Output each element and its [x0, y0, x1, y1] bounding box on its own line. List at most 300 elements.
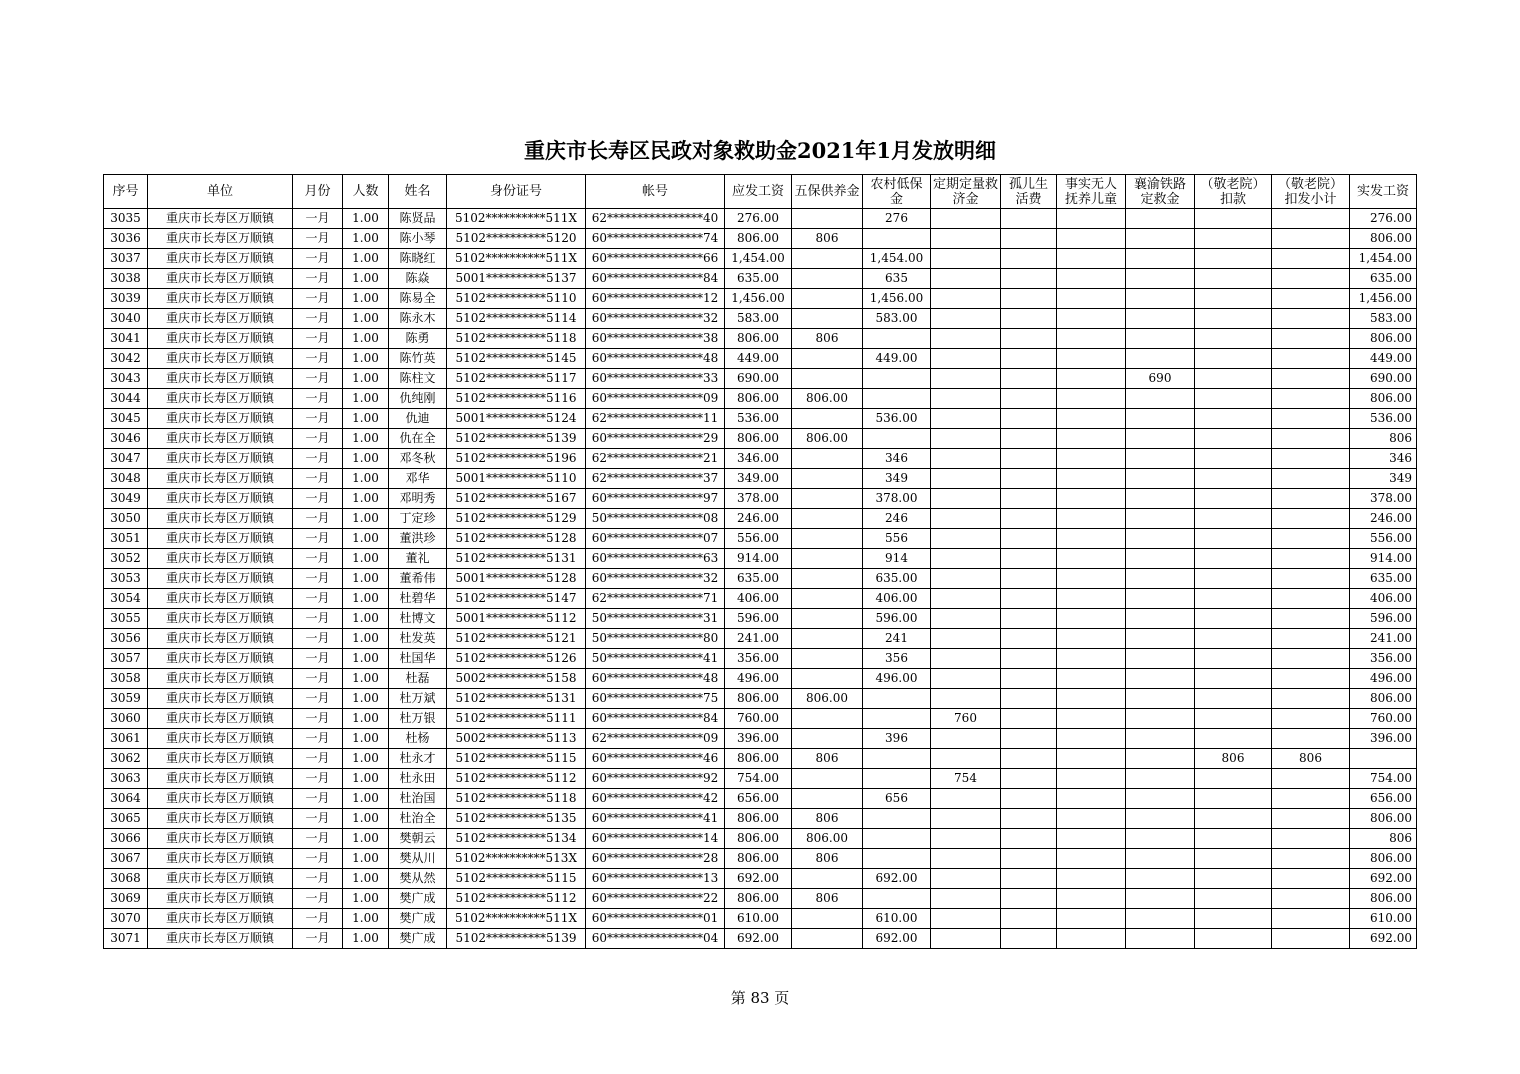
table-cell: 一月: [293, 929, 343, 949]
table-cell: 806.00: [1350, 229, 1417, 249]
table-cell: 重庆市长寿区万顺镇: [148, 569, 293, 589]
table-cell: [1272, 549, 1350, 569]
table-row: [104, 569, 1417, 589]
table-row: [104, 229, 1417, 249]
table-cell: 董洪珍: [389, 529, 447, 549]
table-cell: [792, 349, 863, 369]
table-cell: [792, 569, 863, 589]
table-cell: [1126, 209, 1195, 229]
table-cell: 5102**********5117: [447, 369, 586, 389]
table-cell: [1195, 369, 1272, 389]
table-cell: 5102**********5139: [447, 429, 586, 449]
table-cell: [931, 929, 1001, 949]
table-cell: 重庆市长寿区万顺镇: [148, 909, 293, 929]
table-cell: 3037: [104, 249, 148, 269]
table-row: [104, 609, 1417, 629]
table-cell: 杜磊: [389, 669, 447, 689]
table-cell: [792, 309, 863, 329]
table-cell: 樊广成: [389, 909, 447, 929]
table-cell: [1272, 569, 1350, 589]
table-row: [104, 649, 1417, 669]
column-header: 孤儿生活费: [1001, 175, 1057, 209]
table-cell: 60****************32: [586, 569, 725, 589]
table-cell: 1.00: [343, 849, 389, 869]
table-cell: [1195, 609, 1272, 629]
table-cell: [1126, 389, 1195, 409]
table-cell: [1126, 249, 1195, 269]
table-cell: [931, 229, 1001, 249]
table-cell: [1195, 769, 1272, 789]
table-cell: 一月: [293, 789, 343, 809]
table-cell: 重庆市长寿区万顺镇: [148, 629, 293, 649]
table-cell: 重庆市长寿区万顺镇: [148, 869, 293, 889]
table-cell: 806.00: [725, 689, 792, 709]
table-cell: 陈柱文: [389, 369, 447, 389]
table-cell: 一月: [293, 369, 343, 389]
table-cell: 635.00: [725, 269, 792, 289]
table-cell: [1001, 229, 1057, 249]
table-cell: [863, 829, 931, 849]
table-cell: 635.00: [863, 569, 931, 589]
table-cell: [792, 409, 863, 429]
table-cell: [1195, 209, 1272, 229]
table-cell: 1.00: [343, 509, 389, 529]
table-cell: [1272, 909, 1350, 929]
table-cell: 重庆市长寿区万顺镇: [148, 829, 293, 849]
table-cell: 5001**********5110: [447, 469, 586, 489]
table-cell: 449.00: [725, 349, 792, 369]
table-cell: [1126, 349, 1195, 369]
table-cell: [1272, 929, 1350, 949]
table-cell: 重庆市长寿区万顺镇: [148, 529, 293, 549]
table-row: [104, 509, 1417, 529]
table-cell: [1195, 829, 1272, 849]
table-cell: 重庆市长寿区万顺镇: [148, 549, 293, 569]
table-cell: 1.00: [343, 909, 389, 929]
table-cell: 一月: [293, 829, 343, 849]
column-header: 帐号: [586, 175, 725, 209]
table-cell: 5102**********5131: [447, 549, 586, 569]
table-cell: [792, 709, 863, 729]
table-cell: [1195, 909, 1272, 929]
table-cell: 806: [792, 849, 863, 869]
table-cell: [792, 509, 863, 529]
table-cell: 5102**********5134: [447, 829, 586, 849]
table-row: [104, 849, 1417, 869]
column-header: 姓名: [389, 175, 447, 209]
table-cell: [1126, 289, 1195, 309]
table-cell: 一月: [293, 529, 343, 549]
table-cell: [931, 209, 1001, 229]
table-cell: [1126, 869, 1195, 889]
table-cell: 杜治国: [389, 789, 447, 809]
table-cell: [1057, 909, 1126, 929]
table-cell: [1272, 869, 1350, 889]
table-cell: 914: [863, 549, 931, 569]
table-cell: 一月: [293, 269, 343, 289]
table-cell: 60****************33: [586, 369, 725, 389]
table-cell: 635.00: [1350, 569, 1417, 589]
table-cell: 754.00: [725, 769, 792, 789]
table-cell: 邓华: [389, 469, 447, 489]
table-cell: 5102**********511X: [447, 249, 586, 269]
table-cell: [792, 269, 863, 289]
table-cell: 656.00: [1350, 789, 1417, 809]
table-cell: 60****************14: [586, 829, 725, 849]
table-cell: [1126, 309, 1195, 329]
table-cell: 5102**********5126: [447, 649, 586, 669]
column-header: 农村低保金: [863, 175, 931, 209]
table-cell: [1272, 829, 1350, 849]
table-cell: 3068: [104, 869, 148, 889]
table-cell: 5102**********5114: [447, 309, 586, 329]
table-cell: 5001**********5112: [447, 609, 586, 629]
table-cell: 1.00: [343, 409, 389, 429]
table-cell: [931, 509, 1001, 529]
table-cell: 3049: [104, 489, 148, 509]
table-cell: [863, 889, 931, 909]
table-cell: [792, 209, 863, 229]
table-cell: [1272, 309, 1350, 329]
table-cell: 一月: [293, 389, 343, 409]
table-cell: 樊从川: [389, 849, 447, 869]
table-cell: 583.00: [725, 309, 792, 329]
table-row: [104, 629, 1417, 649]
table-cell: [792, 609, 863, 629]
table-cell: 806.00: [792, 829, 863, 849]
table-row: [104, 529, 1417, 549]
table-cell: [1001, 389, 1057, 409]
table-cell: [1001, 869, 1057, 889]
table-cell: [863, 369, 931, 389]
table-cell: 一月: [293, 709, 343, 729]
table-cell: 3048: [104, 469, 148, 489]
table-header-row: [104, 175, 1417, 209]
table-cell: [1126, 929, 1195, 949]
table-cell: [931, 389, 1001, 409]
table-cell: 60****************29: [586, 429, 725, 449]
column-header: 应发工资: [725, 175, 792, 209]
table-cell: 3035: [104, 209, 148, 229]
table-cell: [1272, 629, 1350, 649]
table-cell: [792, 629, 863, 649]
table-cell: 陈竹英: [389, 349, 447, 369]
table-cell: 一月: [293, 589, 343, 609]
table-cell: 449.00: [1350, 349, 1417, 369]
table-cell: 一月: [293, 309, 343, 329]
table-cell: 仇纯刚: [389, 389, 447, 409]
table-cell: 陈小琴: [389, 229, 447, 249]
table-cell: [931, 729, 1001, 749]
table-cell: [863, 329, 931, 349]
table-cell: [1057, 869, 1126, 889]
table-cell: 重庆市长寿区万顺镇: [148, 889, 293, 909]
table-cell: [1195, 269, 1272, 289]
table-cell: 60****************97: [586, 489, 725, 509]
table-cell: [1195, 489, 1272, 509]
table-row: [104, 549, 1417, 569]
table-cell: [1272, 449, 1350, 469]
table-cell: 董希伟: [389, 569, 447, 589]
table-cell: [1001, 749, 1057, 769]
table-cell: 重庆市长寿区万顺镇: [148, 849, 293, 869]
table-cell: 一月: [293, 349, 343, 369]
table-cell: [1272, 529, 1350, 549]
table-body: [104, 209, 1417, 949]
table-cell: [931, 649, 1001, 669]
table-cell: 692.00: [863, 869, 931, 889]
table-cell: 356.00: [1350, 649, 1417, 669]
table-cell: [931, 889, 1001, 909]
table-cell: [1057, 269, 1126, 289]
table-cell: [1195, 229, 1272, 249]
table-cell: [931, 829, 1001, 849]
table-cell: [863, 769, 931, 789]
table-row: [104, 789, 1417, 809]
table-cell: 5102**********5128: [447, 529, 586, 549]
table-cell: 陈贤品: [389, 209, 447, 229]
table-cell: 635: [863, 269, 931, 289]
table-cell: 378.00: [1350, 489, 1417, 509]
table-cell: 806.00: [725, 229, 792, 249]
table-cell: [1001, 469, 1057, 489]
table-cell: 806.00: [725, 829, 792, 849]
table-cell: 536.00: [1350, 409, 1417, 429]
table-row: [104, 409, 1417, 429]
table-cell: 60****************48: [586, 669, 725, 689]
table-cell: 1.00: [343, 809, 389, 829]
table-cell: [1272, 649, 1350, 669]
table-cell: 806.00: [792, 429, 863, 449]
table-cell: 596.00: [1350, 609, 1417, 629]
table-row: [104, 929, 1417, 949]
table-cell: [1057, 589, 1126, 609]
table-cell: 1.00: [343, 329, 389, 349]
table-cell: [1126, 889, 1195, 909]
table-cell: [1195, 889, 1272, 909]
table-cell: 914.00: [1350, 549, 1417, 569]
table-cell: [931, 429, 1001, 449]
table-cell: 一月: [293, 469, 343, 489]
table-cell: [1057, 809, 1126, 829]
table-cell: 重庆市长寿区万顺镇: [148, 649, 293, 669]
table-cell: [1057, 509, 1126, 529]
table-cell: 610.00: [1350, 909, 1417, 929]
table-cell: 陈永木: [389, 309, 447, 329]
table-cell: [1126, 709, 1195, 729]
table-cell: [1272, 289, 1350, 309]
table-cell: 一月: [293, 769, 343, 789]
table-cell: [1057, 849, 1126, 869]
table-cell: 1.00: [343, 249, 389, 269]
table-cell: [1126, 789, 1195, 809]
table-cell: [863, 849, 931, 869]
table-cell: [931, 749, 1001, 769]
table-cell: 60****************04: [586, 929, 725, 949]
table-cell: 陈晓红: [389, 249, 447, 269]
table-cell: [1001, 849, 1057, 869]
table-cell: [1057, 389, 1126, 409]
table-cell: [1195, 409, 1272, 429]
table-cell: 596.00: [863, 609, 931, 629]
table-cell: [1057, 329, 1126, 349]
table-cell: 3045: [104, 409, 148, 429]
table-cell: 62****************40: [586, 209, 725, 229]
table-row: [104, 909, 1417, 929]
table-cell: [1057, 309, 1126, 329]
table-cell: 一月: [293, 229, 343, 249]
table-cell: 樊从然: [389, 869, 447, 889]
table-cell: 596.00: [725, 609, 792, 629]
table-row: [104, 249, 1417, 269]
table-cell: 378.00: [725, 489, 792, 509]
table-cell: 50****************80: [586, 629, 725, 649]
table-cell: 1.00: [343, 669, 389, 689]
table-cell: 449.00: [863, 349, 931, 369]
table-cell: 仇迪: [389, 409, 447, 429]
table-cell: [1001, 769, 1057, 789]
table-cell: 60****************75: [586, 689, 725, 709]
table-cell: [1001, 409, 1057, 429]
table-cell: 60****************84: [586, 269, 725, 289]
table-cell: 1.00: [343, 429, 389, 449]
table-cell: 241.00: [725, 629, 792, 649]
table-cell: [1057, 829, 1126, 849]
table-cell: [1001, 589, 1057, 609]
table-cell: [931, 609, 1001, 629]
table-cell: 5102**********5116: [447, 389, 586, 409]
table-cell: 60****************84: [586, 709, 725, 729]
table-cell: 重庆市长寿区万顺镇: [148, 689, 293, 709]
table-cell: 重庆市长寿区万顺镇: [148, 489, 293, 509]
table-cell: [931, 549, 1001, 569]
table-cell: [1001, 689, 1057, 709]
table-cell: 246.00: [725, 509, 792, 529]
table-cell: 5102**********5112: [447, 889, 586, 909]
table-row: [104, 489, 1417, 509]
table-cell: [1272, 349, 1350, 369]
table-cell: 3058: [104, 669, 148, 689]
table-cell: [1126, 429, 1195, 449]
table-cell: [1195, 329, 1272, 349]
table-cell: [1126, 609, 1195, 629]
table-cell: 杜杨: [389, 729, 447, 749]
table-cell: 3036: [104, 229, 148, 249]
table-cell: [1001, 529, 1057, 549]
table-cell: [1272, 209, 1350, 229]
column-header: 人数: [343, 175, 389, 209]
table-cell: 杜永才: [389, 749, 447, 769]
table-cell: [931, 489, 1001, 509]
table-cell: 重庆市长寿区万顺镇: [148, 429, 293, 449]
table-cell: [792, 549, 863, 569]
column-header: 事实无人抚养儿童: [1057, 175, 1126, 209]
table-cell: 重庆市长寿区万顺镇: [148, 389, 293, 409]
table-cell: [863, 809, 931, 829]
table-cell: 3051: [104, 529, 148, 549]
table-cell: 3069: [104, 889, 148, 909]
table-cell: [863, 429, 931, 449]
table-cell: 5102**********5129: [447, 509, 586, 529]
table-cell: 一月: [293, 209, 343, 229]
table-cell: 一月: [293, 729, 343, 749]
table-cell: [1195, 509, 1272, 529]
table-cell: 60****************32: [586, 309, 725, 329]
table-cell: [1126, 809, 1195, 829]
table-cell: 1.00: [343, 649, 389, 669]
table-cell: 重庆市长寿区万顺镇: [148, 789, 293, 809]
table-row: [104, 829, 1417, 849]
table-row: [104, 869, 1417, 889]
table-cell: 重庆市长寿区万顺镇: [148, 409, 293, 429]
table-cell: 406.00: [1350, 589, 1417, 609]
table-cell: 241: [863, 629, 931, 649]
table-cell: 5102**********5131: [447, 689, 586, 709]
table-cell: [1001, 429, 1057, 449]
table-cell: [1001, 489, 1057, 509]
table-cell: [1126, 409, 1195, 429]
table-cell: 806.00: [1350, 389, 1417, 409]
column-header: 身份证号: [447, 175, 586, 209]
table-cell: 1.00: [343, 769, 389, 789]
table-cell: [1057, 569, 1126, 589]
table-cell: 60****************01: [586, 909, 725, 929]
table-cell: [1057, 229, 1126, 249]
table-cell: [1057, 489, 1126, 509]
table-cell: 346: [1350, 449, 1417, 469]
table-cell: [1001, 209, 1057, 229]
table-cell: 1.00: [343, 209, 389, 229]
table-cell: [1057, 929, 1126, 949]
table-cell: 3047: [104, 449, 148, 469]
table-cell: 3040: [104, 309, 148, 329]
table-cell: 3046: [104, 429, 148, 449]
table-cell: [1272, 729, 1350, 749]
table-cell: 62****************37: [586, 469, 725, 489]
table-cell: [1057, 409, 1126, 429]
table-cell: 杜国华: [389, 649, 447, 669]
table-cell: 60****************09: [586, 389, 725, 409]
table-cell: [1272, 229, 1350, 249]
table-cell: [1001, 329, 1057, 349]
table-cell: [792, 249, 863, 269]
table-cell: [792, 909, 863, 929]
table-cell: [1001, 269, 1057, 289]
table-cell: [931, 849, 1001, 869]
table-cell: [1126, 769, 1195, 789]
table-cell: 1.00: [343, 229, 389, 249]
table-cell: [1057, 429, 1126, 449]
table-cell: [1057, 749, 1126, 769]
table-cell: [1057, 449, 1126, 469]
table-cell: [1272, 429, 1350, 449]
table-cell: 重庆市长寿区万顺镇: [148, 809, 293, 829]
table-cell: [1057, 529, 1126, 549]
table-cell: 692.00: [1350, 869, 1417, 889]
column-header: 单位: [148, 175, 293, 209]
table-cell: 806: [1350, 429, 1417, 449]
table-cell: 一月: [293, 409, 343, 429]
table-cell: [1272, 409, 1350, 429]
table-cell: [931, 469, 1001, 489]
table-cell: [1057, 349, 1126, 369]
table-cell: 536.00: [863, 409, 931, 429]
table-cell: 806.00: [1350, 689, 1417, 709]
table-cell: [931, 569, 1001, 589]
table-cell: 806.00: [792, 689, 863, 709]
table-cell: 一月: [293, 489, 343, 509]
table-cell: 806.00: [725, 849, 792, 869]
